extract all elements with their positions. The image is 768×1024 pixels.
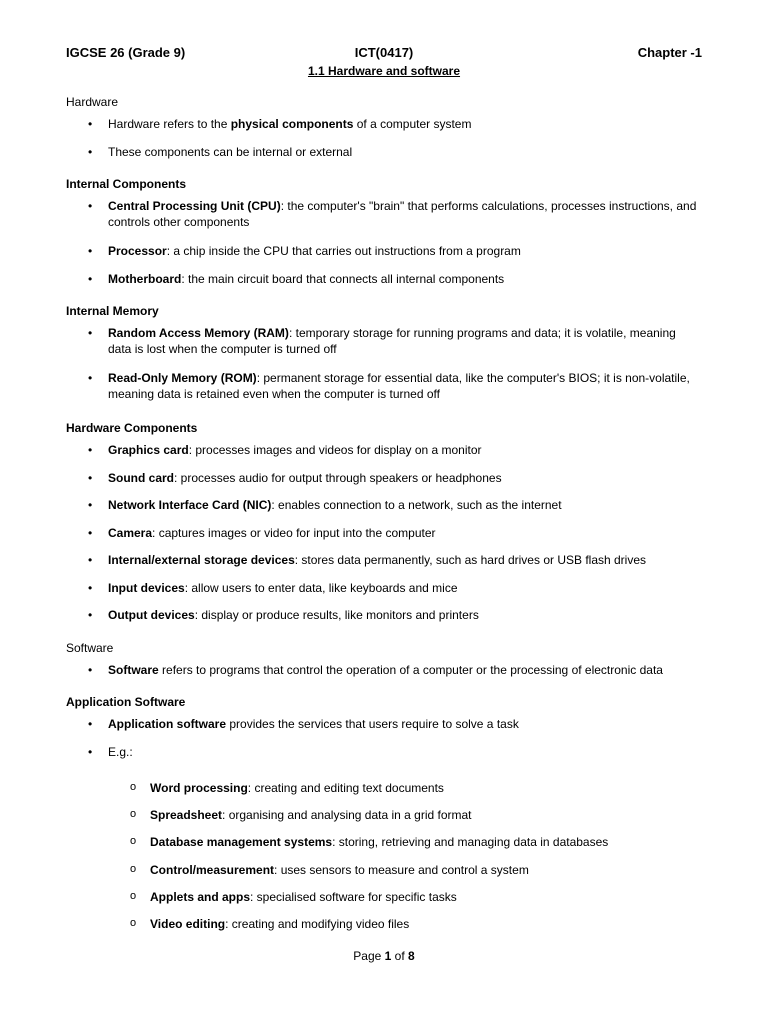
list-item xyxy=(66,325,702,370)
item-text: : captures images or video for input into the computer xyxy=(152,525,436,540)
item-term: Video editing xyxy=(150,917,226,932)
item-text: : processes images and videos for display on a monitor xyxy=(188,443,482,457)
item-text: : storing, retrieving and managing data in databases xyxy=(332,835,609,850)
item-text: : uses sensors to measure and control a system xyxy=(274,862,529,877)
list-item xyxy=(66,271,702,299)
item-text: : specialised software for specific tasks xyxy=(250,889,457,904)
header-course: IGCSE 26 (Grade 9) xyxy=(66,45,186,60)
list-application-software xyxy=(66,716,702,943)
page-header xyxy=(66,44,702,62)
heading-internal-components: Internal Components xyxy=(66,177,187,192)
item-term: Input devices xyxy=(108,580,185,595)
item-text: provides the services that users require to solve a task xyxy=(226,717,519,731)
item-term: Camera xyxy=(108,525,153,540)
list-item xyxy=(66,889,702,916)
item-text: : allow users to enter data, like keyboards and mice xyxy=(184,580,458,595)
list-hardware xyxy=(66,116,702,171)
list-item xyxy=(66,580,702,608)
list-internal-components xyxy=(66,198,702,298)
list-internal-memory xyxy=(66,325,702,415)
page-number: 1 xyxy=(384,949,392,963)
list-item xyxy=(66,807,702,834)
page-label: Page xyxy=(353,949,385,963)
item-term: Motherboard xyxy=(108,271,182,286)
list-item xyxy=(66,470,702,498)
list-hardware-components xyxy=(66,442,702,635)
item-text: of a computer system xyxy=(353,117,472,131)
document-body xyxy=(66,89,702,943)
heading-hardware: Hardware xyxy=(66,95,119,110)
item-text: : creating and editing text documents xyxy=(247,780,444,795)
item-term: Sound card xyxy=(108,470,175,485)
list-item xyxy=(66,442,702,470)
item-term: Control/measurement xyxy=(150,862,275,877)
item-term: Output devices xyxy=(108,608,195,622)
item-text: : organising and analysing data in a grid format xyxy=(222,807,472,822)
heading-internal-memory: Internal Memory xyxy=(66,304,159,319)
item-term: Application software xyxy=(108,717,227,731)
list-item xyxy=(66,525,702,553)
heading-software: Software xyxy=(66,640,114,655)
list-examples xyxy=(108,780,702,944)
item-term: Central Processing Unit (CPU) xyxy=(108,199,281,213)
page-of: of xyxy=(391,949,409,963)
list-item xyxy=(66,243,702,271)
item-text: : temporary storage for running programs and data; it is volatile, meaning data is lost when the computer is turned off xyxy=(108,326,676,357)
list-item xyxy=(66,780,702,807)
item-text: : display or produce results, like monitors and printers xyxy=(194,608,479,622)
item-term: Applets and apps xyxy=(150,889,251,904)
list-item xyxy=(66,198,702,243)
item-term: Random Access Memory (RAM) xyxy=(108,326,289,340)
item-text: : creating and modifying video files xyxy=(225,917,410,932)
item-text: : the computer's "brain" that performs calculations, processes instructions, and controls other components xyxy=(108,199,697,230)
list-item xyxy=(66,552,702,580)
list-item xyxy=(66,116,702,144)
item-text: : a chip inside the CPU that carries out instructions from a program xyxy=(166,244,521,258)
heading-hardware-components: Hardware Components xyxy=(66,421,198,436)
list-item xyxy=(66,716,702,744)
header-chapter: Chapter -1 xyxy=(637,45,702,60)
item-term: Processor xyxy=(108,244,167,258)
item-term: Internal/external storage devices xyxy=(108,553,295,567)
item-term: Spreadsheet xyxy=(150,807,223,822)
list-item xyxy=(66,497,702,525)
item-term: Database management systems xyxy=(150,835,333,850)
list-item xyxy=(66,370,702,415)
item-text: : the main circuit board that connects all internal components xyxy=(181,271,505,286)
item-term: Graphics card xyxy=(108,443,189,457)
list-item xyxy=(66,834,702,861)
list-item xyxy=(66,144,702,172)
item-text: Hardware refers to the xyxy=(108,117,231,131)
item-text: These components can be internal or external xyxy=(108,144,353,159)
list-item xyxy=(66,862,702,889)
item-term: Read-Only Memory (ROM) xyxy=(108,371,257,385)
list-item xyxy=(66,607,702,635)
item-term: Network Interface Card (NIC) xyxy=(108,498,272,512)
item-text: : stores data permanently, such as hard drives or USB flash drives xyxy=(294,553,647,567)
item-term: physical components xyxy=(230,117,354,131)
item-term: Software xyxy=(108,662,159,677)
header-subject: ICT(0417) xyxy=(354,45,414,60)
item-text: E.g.: xyxy=(108,744,133,759)
list-item xyxy=(66,744,702,944)
list-item xyxy=(66,916,702,943)
list-software xyxy=(66,662,702,690)
section-title: 1.1 Hardware and software xyxy=(307,64,461,78)
item-text: refers to programs that control the operation of a computer or the processing of electronic data xyxy=(158,662,663,677)
page-total: 8 xyxy=(408,949,415,963)
item-text: : permanent storage for essential data, like the computer's BIOS; it is non-volatile, meaning data is retained even when the computer is turned off xyxy=(108,371,690,402)
item-text: : processes audio for output through speakers or headphones xyxy=(174,470,502,485)
item-term: Word processing xyxy=(150,780,248,795)
page-footer xyxy=(0,948,768,964)
heading-application-software: Application Software xyxy=(66,695,186,710)
item-text: : enables connection to a network, such as the internet xyxy=(271,498,562,512)
list-item xyxy=(66,662,702,690)
